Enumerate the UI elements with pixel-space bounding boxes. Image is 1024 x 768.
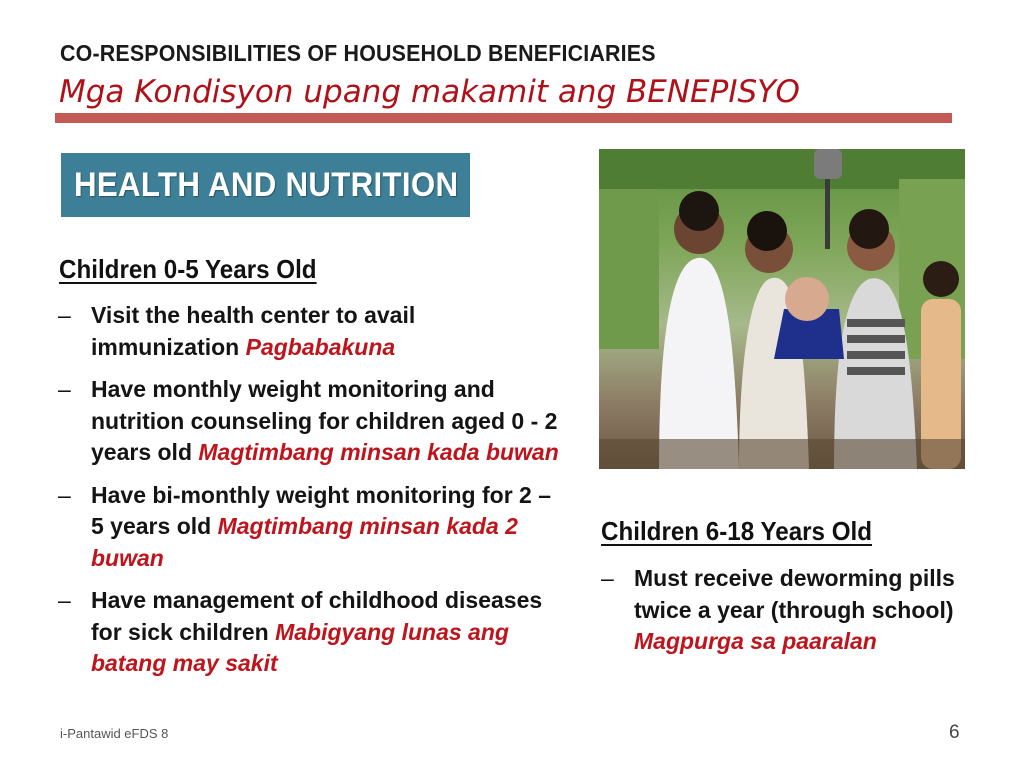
bullet-dash: –: [58, 481, 71, 508]
filipino-translation: Magtimbang minsan kada buwan: [198, 439, 559, 465]
slide-subtitle: Mga Kondisyon upang makamit ang BENEPISYO: [59, 74, 800, 110]
filipino-translation: Pagbabakuna: [245, 333, 396, 360]
section-banner: [61, 153, 470, 217]
filipino-translation: Magpurga sa paaralan: [634, 628, 877, 654]
age-group-heading-6-18: Children 6-18 Years Old: [601, 516, 873, 546]
bullet-text: Have bi-monthly weight monitoring for 2 – 5 years old: [91, 481, 552, 539]
filipino-translation: Mabigyang lunas ang batang may sakit: [91, 618, 509, 676]
bullet-text: Visit the health center to avail immunization: [91, 302, 416, 360]
bullet-dash: –: [601, 565, 614, 591]
health-worker-weighing-baby-photo: [599, 149, 965, 469]
bullet-text: Must receive deworming pills twice a year (through school): [634, 565, 955, 623]
list-item: [58, 300, 563, 363]
bullet-text: Have monthly weight monitoring and nutrition counseling for children aged 0 - 2 years old: [91, 376, 558, 465]
section-banner-label: HEALTH AND NUTRITION: [74, 166, 459, 204]
bullet-dash: –: [58, 302, 71, 328]
bullet-dash: –: [58, 587, 71, 613]
slide-title: CO-RESPONSIBILITIES OF HOUSEHOLD BENEFICIARIES: [60, 40, 656, 66]
list-item: [601, 563, 996, 658]
bullet-dash: –: [58, 376, 71, 402]
list-item: [58, 585, 563, 680]
list-item: [58, 374, 563, 469]
footer-text: i-Pantawid eFDS 8: [60, 726, 169, 741]
title-divider: [55, 113, 952, 123]
page-number: 6: [949, 722, 960, 743]
age-group-heading-0-5: Children 0-5 Years Old: [59, 254, 317, 284]
bullet-list-0-5: [58, 300, 563, 691]
photo-illustration: [599, 149, 965, 469]
list-item: [58, 480, 563, 575]
filipino-translation: Magtimbang minsan kada 2 buwan: [91, 513, 518, 571]
bullet-text: Have management of childhood diseases for sick children: [91, 587, 543, 645]
bullet-list-6-18: [601, 563, 996, 669]
